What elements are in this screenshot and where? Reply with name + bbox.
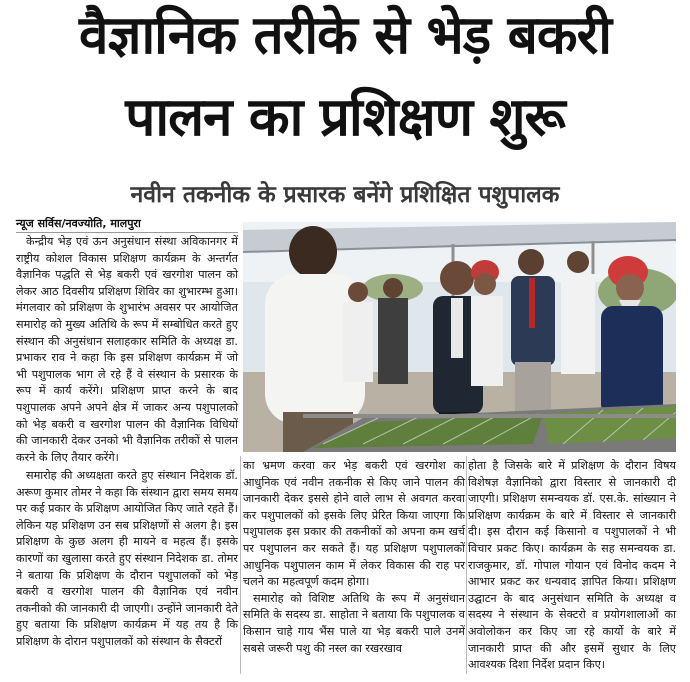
paragraph-3: का भ्रमण करवा कर भेड़ बकरी एवं खरगोश का आधुनिक एवं नवीन तकनीक से किए जाने पालन की जानकारी देकर इससे होने वाले लाभ से अवगत करवा कर पशुपालकों को इसके लिए प्रेरित किया जाएगा कि पशुपालक इस प्रकार की तकनीकों को अपना कम खर्च पर पशुपालन कर सकते हैं। यह प्रशिक्षण पशुपालकों आधुनिक पशुपालन काम में लेकर विकास की राह पर चलने का महत्वपूर्ण कदम होगा।: [243, 459, 465, 589]
subheadline: नवीन तकनीक के प्रसारक बनेंगे प्रशिक्षित पशुपालक: [130, 182, 560, 208]
paragraph-5: होता है जिसके बारे में प्रशिक्षण के दौरान विषय विशेषज्ञ वैज्ञानिको द्वारा विस्तार से जानकारी दी जाएगी। प्रशिक्षण समन्वयक डॉ. एस.के. सांख्यान ने प्रशिक्षण कार्यक्रम के बारे में विस्तार से जानकारी दी। इस दौरान कई किसानो व पशुपालकों ने भी विचार प्रकट किए। कार्यक्रम के सह समन्वयक डा. राजकुमार, डॉ. गोपाल गोयान एवं विनोद कदम ने आभार प्रकट कर धन्यवाद ज्ञापित किया। प्रशिक्षण उद्घाटन के बाद अनुसंधान समिति के अध्यक्ष व सदस्य ने संस्थान के सेक्टरो व प्रयोगशालाओं का अवोलोकन कर किए जा रहे कार्यो के बारे में जानकारी प्राप्त की और इसमें सुधार के लिए आवश्यक दिशा निर्देश प्रदान किए।: [468, 459, 676, 672]
paragraph-2: समारोह की अध्यक्षता करते हुए संस्थान निदेशक डॉ. अरूण कुमार तोमर ने कहा कि संस्थान द्वारा समय समय पर कई प्रकार के प्रशिक्षण आयोजित किए जाते रहते हैं। लेकिन यह प्रशिक्षण उन सब प्रशिक्षणों से अलग है। इस प्रशिक्षण के कुछ अलग ही मायने व महत्व हैं। इसके कारणों का खुलासा करते हुए संस्थान निदेशक डा. तोमर ने बताया कि प्रशिक्षण के दौरान पशुपालकों को भेड़ बकरी व खरगोश पालन की वैज्ञानिक एवं नवीन तकनीको की जानकारी दी जाएगी। उन्होंने जानकारी देते हुए बताया कि प्रशिक्षण कार्यक्रम में यह तय है कि प्रशिक्षण के दोरान पशुपालकों को संस्थान के सैक्टरों: [16, 469, 238, 648]
headline-line-1: वैज्ञानिक तरीके से भेड़ बकरी: [79, 5, 611, 66]
paragraph-1: केन्द्रीय भेड़ एवं ऊन अनुसंधान संस्था अविकानगर में राष्ट्रीय कोशल विकास प्रशिक्षण कार्यक्रम के अन्तर्गत वैज्ञानिक पद्धति से भेड़ बकरी एवं खरगोश पालन को लेकर आठ दिवसीय प्रशिक्षण शिविर का शुभारम्भ हुआ। मंगलवार को प्रशिक्षण के शुभारंभ अवसर पर आयोजित समारोह को मुख्य अतिथि के रूप में सम्बोधित करते हुए संस्थान की अनुसंधान सलाहकार समिति के अध्यक्ष डा. प्रभाकर राव ने कहा कि इस प्रशिक्षण कार्यक्रम में जो भी पशुपालक भाग ले रहे हैं वे संस्थान के प्रसारक के रूप में कार्य करेंगे। प्रशिक्षण प्राप्त करने के बाद पशुपालक अपने अपने क्षेत्र में जाकर अन्य पशुपालको को भेड़ बकरी व खरगोश पालन की वैज्ञानिक विधियों की जानकारी देकर उनको भी वैज्ञानिक तरीकों से पालन करने के लिए तैयार करेंगे।: [16, 235, 238, 464]
headline: [0, 4, 690, 150]
paragraph-4: समारोह को विशिष्ट अतिथि के रूप में अनुसंधान समिति के सदस्य डा. साहोता ने बताया कि पशुपालक व किसान चाहे गाय भैंस पाले या भेड़ बकरी पाले उनमें सबसे जरूरी पशु की नस्ल का रखरखाव: [243, 591, 465, 655]
news-photo-illustration: [243, 222, 676, 452]
column-divider-2: [466, 456, 467, 674]
article-column-1-bottom: [16, 468, 238, 651]
article-column-2: [243, 458, 465, 657]
byline: न्यूज सर्विस/नवज्योति, मालपुरा: [16, 216, 238, 233]
headline-line-2: पालन का प्रशिक्षण शुरू: [125, 87, 565, 148]
article-column-1-top: [16, 234, 238, 466]
column-divider-1: [240, 456, 241, 674]
article-column-3: [468, 458, 676, 674]
news-photo: [243, 222, 676, 452]
